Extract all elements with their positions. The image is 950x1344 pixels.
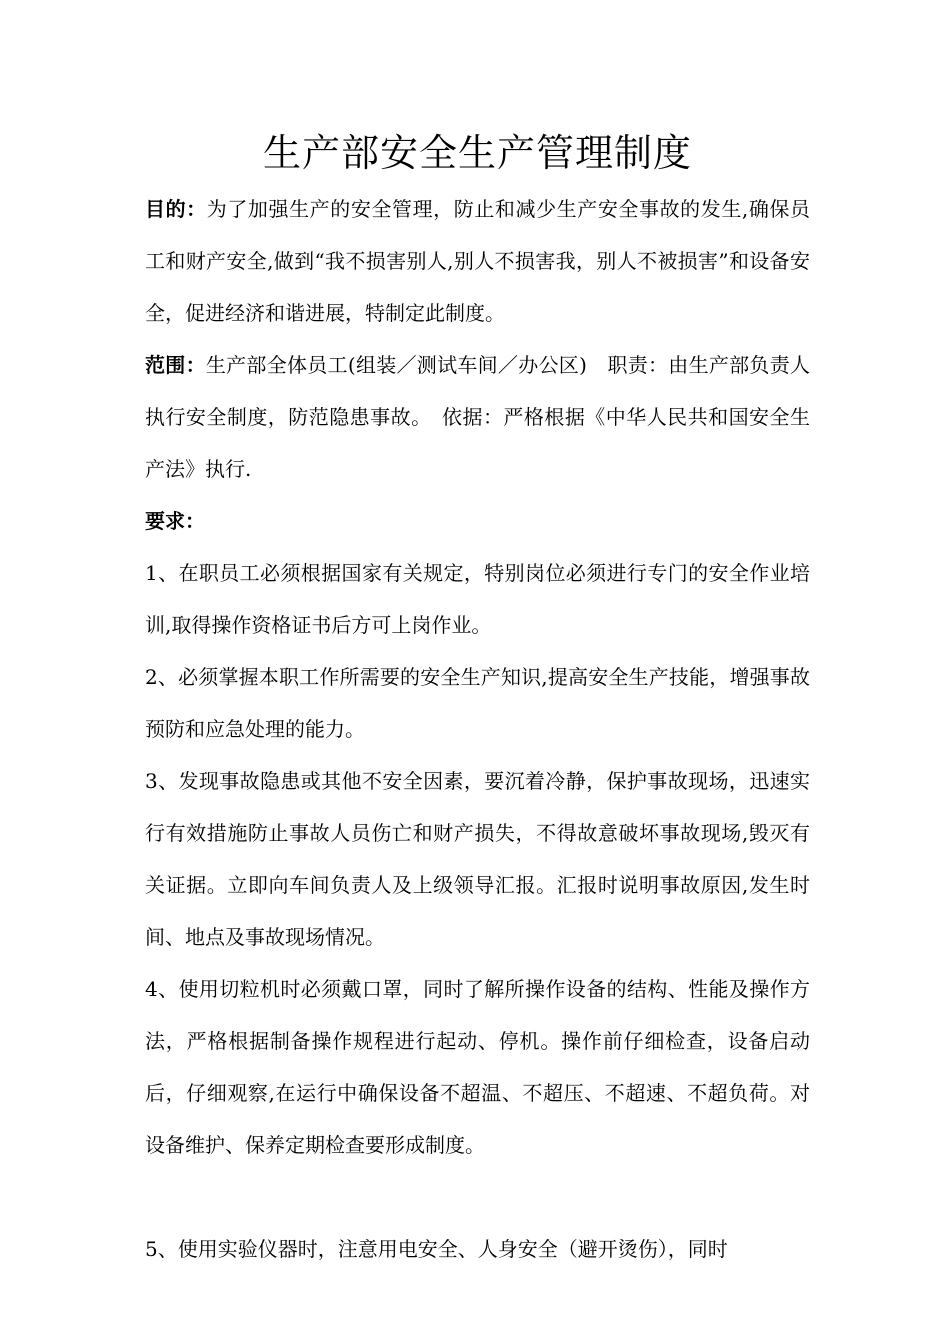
requirement-item: 3、发现事故隐患或其他不安全因素，要沉着冷静，保护事故现场，迅速实行有效措施防止事故人员伤亡和财产损失，不得故意破坏事故现场,毁灭有关证据。立即向车间负责人及上级领导汇报。汇报时说明事故原因,发生时间、地点及事故现场情况。 [145, 769, 810, 949]
paragraph-spacer [145, 1171, 810, 1223]
purpose-label: 目的： [145, 197, 207, 221]
document-page [145, 125, 810, 1275]
requirement-item: 1、在职员工必须根据国家有关规定，特别岗位必须进行专门的安全作业培训,取得操作资格证书后方可上岗作业。 [145, 561, 810, 637]
requirement-item: 2、必须掌握本职工作所需要的安全生产知识,提高安全生产技能，增强事故预防和应急处理的能力。 [145, 665, 810, 741]
document-title: 生产部安全生产管理制度 [262, 131, 692, 175]
purpose-text: 为了加强生产的安全管理，防止和减少生产安全事故的发生,确保员工和财产安全,做到“我不损害别人,别人不损害我，别人不被损害”和设备安全，促进经济和谐进展，特制定此制度。 [145, 197, 811, 325]
scope-text: 生产部全体员工(组装／测试车间／办公区) 职责：由生产部负责人执行安全制度，防范隐患事故。 依据：严格根据《中华人民共和国安全生产法》执行. [145, 353, 811, 481]
requirements-label: 要求： [145, 509, 205, 533]
requirement-item: 5、使用实验仪器时，注意用电安全、人身安全（避开烫伤），同时 [145, 1237, 728, 1261]
scope-paragraph [145, 339, 810, 495]
scope-label: 范围： [145, 353, 206, 377]
requirement-item: 4、使用切粒机时必须戴口罩，同时了解所操作设备的结构、性能及操作方法，严格根据制备操作规程进行起动、停机。操作前仔细检查，设备启动后，仔细观察,在运行中确保设备不超温、不超压、不超速、不超负荷。对设备维护、保养定期检查要形成制度。 [145, 977, 810, 1157]
purpose-paragraph [145, 183, 810, 339]
requirements-heading [145, 495, 810, 547]
